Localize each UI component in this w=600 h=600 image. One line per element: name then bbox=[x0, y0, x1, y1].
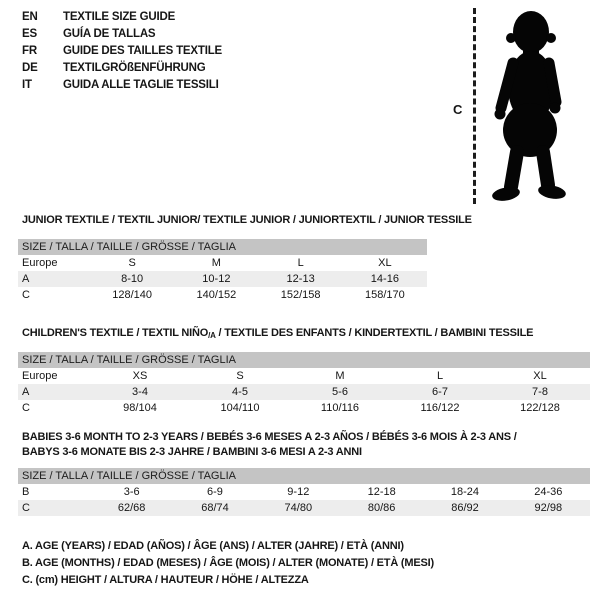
height-cell: 122/128 bbox=[520, 402, 560, 414]
legend-age-years: A. AGE (YEARS) / EDAD (AÑOS) / ÂGE (ANS) / ALTER (JAHRE) / ETÀ (ANNI) bbox=[22, 540, 404, 552]
row-label: Europe bbox=[22, 370, 58, 382]
table-title: JUNIOR TEXTILE / TEXTIL JUNIOR/ TEXTILE JUNIOR / JUNIORTEXTIL / JUNIOR TESSILE bbox=[22, 214, 472, 226]
height-cell: 158/170 bbox=[364, 289, 405, 301]
height-cell: 140/152 bbox=[196, 289, 237, 301]
language-row-it bbox=[22, 77, 222, 94]
title-subscript: /A bbox=[208, 331, 216, 340]
age-cell: 14-16 bbox=[370, 273, 399, 285]
language-title: TEXTILE SIZE GUIDE bbox=[63, 11, 176, 23]
babies-size-table bbox=[18, 430, 590, 516]
table-row bbox=[18, 368, 590, 384]
language-code: IT bbox=[22, 79, 32, 91]
height-cell: 92/98 bbox=[534, 502, 563, 514]
height-cell: 74/80 bbox=[284, 502, 313, 514]
table-row bbox=[18, 500, 590, 516]
height-measure-figure bbox=[445, 0, 600, 218]
language-title: TEXTILGRÖßENFÜHRUNG bbox=[63, 62, 206, 74]
table-row bbox=[18, 384, 590, 400]
height-dashed-line bbox=[473, 8, 476, 204]
height-cell: 80/86 bbox=[367, 502, 396, 514]
height-cell: 62/68 bbox=[117, 502, 146, 514]
row-label: C bbox=[22, 402, 30, 414]
age-cell: 24-36 bbox=[534, 486, 563, 498]
language-code: FR bbox=[22, 45, 37, 57]
table-row bbox=[18, 287, 427, 303]
height-cell: 86/92 bbox=[451, 502, 479, 514]
row-label: B bbox=[22, 486, 30, 498]
table-title-line2: BABYS 3-6 MONATE BIS 2-3 JAHRE / BAMBINI 3-6 MESI A 2-3 ANNI bbox=[22, 446, 362, 458]
row-label: A bbox=[22, 273, 30, 285]
height-measure-label: C bbox=[453, 102, 463, 117]
age-cell: 4-5 bbox=[232, 386, 248, 398]
row-label: A bbox=[22, 386, 30, 398]
age-cell: 3-4 bbox=[132, 386, 148, 398]
language-row-es bbox=[22, 26, 222, 43]
size-cell: M bbox=[335, 370, 345, 382]
age-cell: 10-12 bbox=[202, 273, 231, 285]
language-row-en bbox=[22, 9, 222, 26]
size-header-bar: SIZE / TALLA / TAILLE / GRÖSSE / TAGLIA bbox=[18, 352, 590, 368]
title-text: CHILDREN'S TEXTILE / TEXTIL NIÑO bbox=[22, 327, 209, 339]
age-cell: 5-6 bbox=[332, 386, 348, 398]
language-code: DE bbox=[22, 62, 38, 74]
size-cell: XL bbox=[378, 257, 392, 269]
title-text: / TEXTILE DES ENFANTS / KINDERTEXTIL / BAMBINI TESSILE bbox=[215, 327, 534, 339]
height-cell: 152/158 bbox=[280, 289, 321, 301]
age-cell: 18-24 bbox=[450, 486, 480, 498]
language-code: EN bbox=[22, 11, 38, 23]
tables-section bbox=[18, 213, 590, 589]
height-cell: 128/140 bbox=[112, 289, 152, 301]
table-row bbox=[18, 271, 427, 287]
height-cell: 98/104 bbox=[123, 402, 157, 414]
age-cell: 12-13 bbox=[286, 273, 315, 285]
table-row bbox=[18, 400, 590, 416]
language-title: GUÍA DE TALLAS bbox=[63, 28, 156, 40]
language-title: GUIDA ALLE TAGLIE TESSILI bbox=[63, 79, 219, 91]
size-header-bar: SIZE / TALLA / TAILLE / GRÖSSE / TAGLIA bbox=[18, 468, 590, 484]
table-title-line1: BABIES 3-6 MONTH TO 2-3 YEARS / BEBÉS 3-6 MESES A 2-3 AÑOS / BÉBÉS 3-6 MOIS À 2-3 ANS / bbox=[22, 431, 517, 443]
legend-age-months: B. AGE (MONTHS) / EDAD (MESES) / ÂGE (MOIS) / ALTER (MONATE) / ETÀ (MESI) bbox=[22, 557, 434, 569]
measure-legend bbox=[18, 538, 590, 589]
language-row-fr bbox=[22, 43, 222, 60]
language-title: GUIDE DES TAILLES TEXTILE bbox=[63, 45, 222, 57]
height-cell: 68/74 bbox=[201, 502, 229, 514]
row-label: Europe bbox=[22, 257, 58, 269]
row-label: C bbox=[22, 502, 30, 514]
age-cell: 3-6 bbox=[123, 486, 140, 498]
size-cell: L bbox=[436, 370, 444, 382]
age-cell: 12-18 bbox=[367, 486, 396, 498]
language-title-list bbox=[22, 9, 222, 94]
size-cell: XS bbox=[132, 370, 148, 382]
height-cell: 110/116 bbox=[320, 402, 360, 414]
legend-height-cm: C. (cm) HEIGHT / ALTURA / HAUTEUR / HÖHE / ALTEZZA bbox=[22, 574, 309, 586]
size-cell: L bbox=[297, 257, 304, 269]
size-cell: S bbox=[236, 370, 244, 382]
size-cell: XL bbox=[533, 370, 547, 382]
height-cell: 104/110 bbox=[220, 402, 260, 414]
age-cell: 6-7 bbox=[432, 386, 448, 398]
size-cell: S bbox=[128, 257, 136, 269]
language-code: ES bbox=[22, 28, 37, 40]
age-cell: 9-12 bbox=[287, 486, 310, 498]
children-size-table bbox=[18, 326, 590, 416]
height-cell: 116/122 bbox=[420, 402, 460, 414]
junior-size-table bbox=[18, 213, 472, 303]
table-title bbox=[18, 326, 590, 343]
age-cell: 8-10 bbox=[121, 273, 144, 285]
row-label: C bbox=[22, 289, 30, 301]
language-row-de bbox=[22, 60, 222, 77]
table-row bbox=[18, 484, 590, 500]
toddler-silhouette-icon bbox=[483, 5, 583, 211]
table-row bbox=[18, 255, 427, 271]
size-header-bar: SIZE / TALLA / TAILLE / GRÖSSE / TAGLIA bbox=[18, 239, 427, 255]
age-cell: 7-8 bbox=[532, 386, 548, 398]
size-cell: M bbox=[211, 257, 221, 269]
age-cell: 6-9 bbox=[207, 486, 223, 498]
